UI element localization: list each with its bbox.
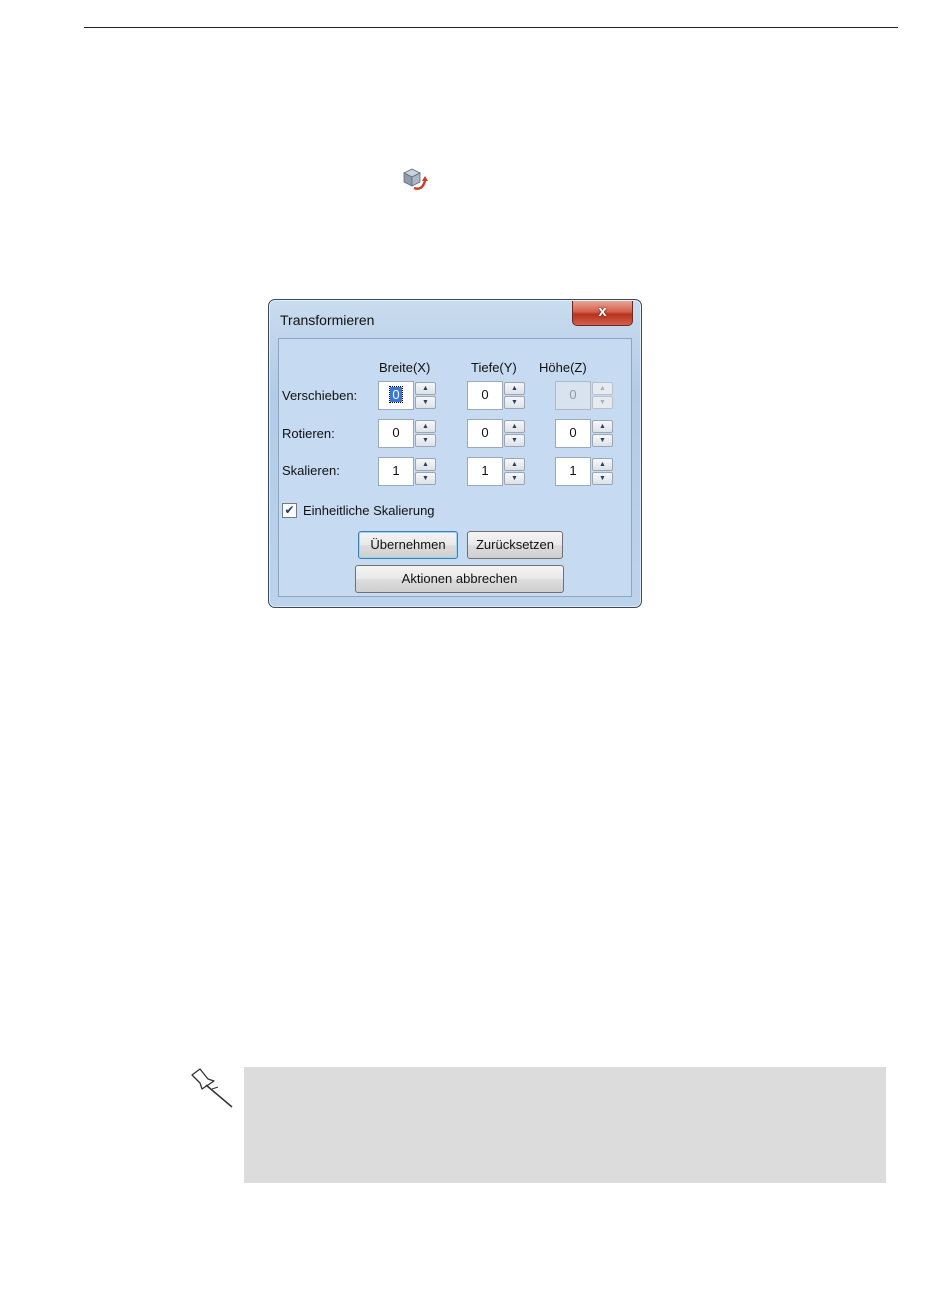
scale-x-down-arrow-icon[interactable]: ▼ [415,472,436,485]
move-z-stepper [555,381,615,410]
uniform-scaling-label: Einheitliche Skalierung [303,503,435,518]
column-header-height: Höhe(Z) [539,360,587,375]
row-label-scale: Skalieren: [282,463,340,478]
scale-x-input[interactable]: 1 [378,457,414,486]
scale-x-up-arrow-icon[interactable]: ▲ [415,458,436,471]
scale-y-up-arrow-icon[interactable]: ▲ [504,458,525,471]
move-z-up-arrow-icon: ▲ [592,382,613,395]
scale-y-stepper[interactable] [467,457,527,486]
checkmark-icon: ✔ [284,503,295,517]
row-label-rotate: Rotieren: [282,426,335,441]
move-z-input: 0 [555,381,591,410]
transform-dialog [268,299,642,608]
move-x-up-arrow-icon[interactable]: ▲ [415,382,436,395]
scale-y-down-arrow-icon[interactable]: ▼ [504,472,525,485]
column-header-width: Breite(X) [379,360,431,375]
move-y-stepper[interactable] [467,381,527,410]
move-x-stepper[interactable] [378,381,438,410]
rotate-z-up-arrow-icon[interactable]: ▲ [592,420,613,433]
move-x-input[interactable] [378,381,414,410]
scale-y-input[interactable]: 1 [467,457,503,486]
move-y-down-arrow-icon[interactable]: ▼ [504,396,525,409]
rotate-x-down-arrow-icon[interactable]: ▼ [415,434,436,447]
move-x-value: 0 [392,387,400,402]
reset-button[interactable]: Zurücksetzen [467,531,563,559]
rotate-x-stepper[interactable] [378,419,438,448]
rotate-z-stepper[interactable] [555,419,615,448]
rotate-z-input[interactable]: 0 [555,419,591,448]
uniform-scaling-checkbox[interactable] [282,503,297,518]
scale-z-up-arrow-icon[interactable]: ▲ [592,458,613,471]
note-box [244,1067,886,1183]
dialog-title: Transformieren [280,312,375,328]
move-y-up-arrow-icon[interactable]: ▲ [504,382,525,395]
move-z-down-arrow-icon: ▼ [592,396,613,409]
close-button[interactable]: x [572,301,633,326]
rotate-z-down-arrow-icon[interactable]: ▼ [592,434,613,447]
apply-button[interactable]: Übernehmen [358,531,458,559]
cancel-actions-button[interactable]: Aktionen abbrechen [355,565,564,593]
pushpin-icon [188,1067,236,1111]
transform-cube-icon [401,166,429,192]
rotate-x-input[interactable]: 0 [378,419,414,448]
scale-x-stepper[interactable] [378,457,438,486]
rotate-x-up-arrow-icon[interactable]: ▲ [415,420,436,433]
dialog-client-area [278,338,632,597]
rotate-y-down-arrow-icon[interactable]: ▼ [504,434,525,447]
column-header-depth: Tiefe(Y) [471,360,517,375]
move-x-down-arrow-icon[interactable]: ▼ [415,396,436,409]
header-rule [84,27,898,28]
rotate-y-stepper[interactable] [467,419,527,448]
scale-z-input[interactable]: 1 [555,457,591,486]
rotate-y-input[interactable]: 0 [467,419,503,448]
rotate-y-up-arrow-icon[interactable]: ▲ [504,420,525,433]
scale-z-stepper[interactable] [555,457,615,486]
scale-z-down-arrow-icon[interactable]: ▼ [592,472,613,485]
row-label-move: Verschieben: [282,388,358,403]
move-y-input[interactable]: 0 [467,381,503,410]
